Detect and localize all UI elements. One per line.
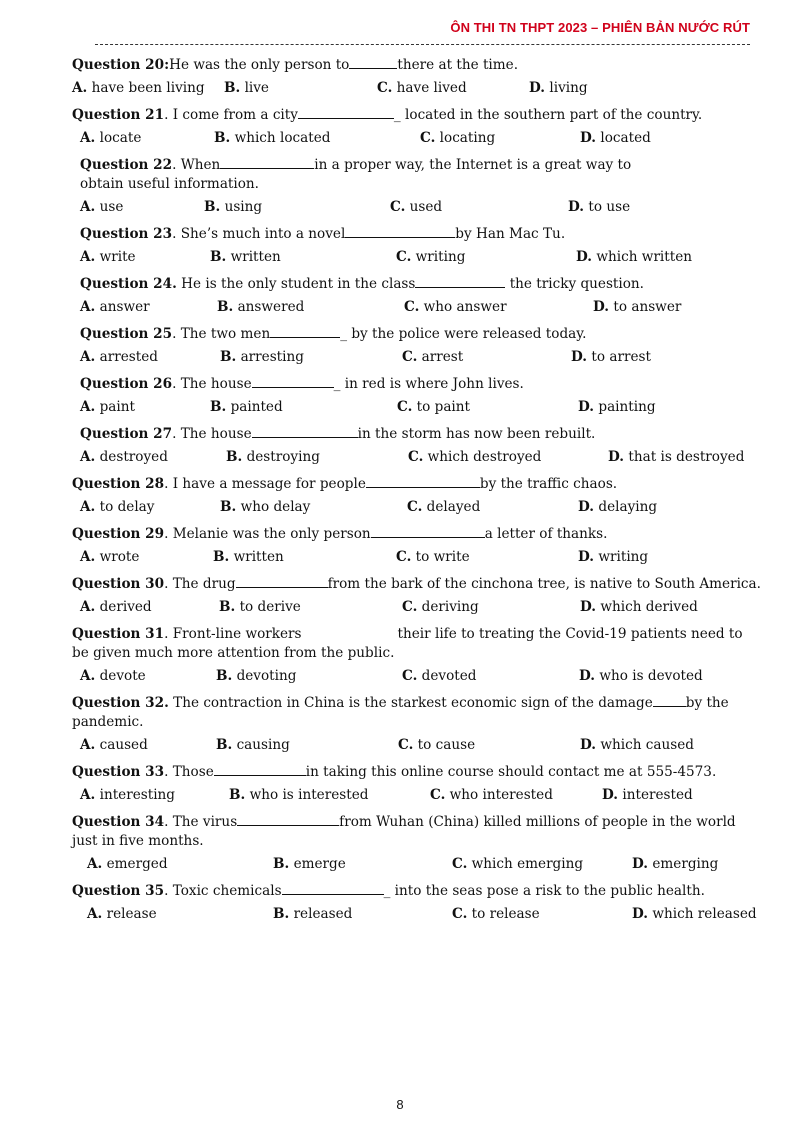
option-letter: D. (580, 130, 597, 146)
answer-option (273, 901, 352, 928)
question-text-before: . The house (172, 426, 252, 442)
option-letter: C. (408, 449, 424, 465)
question-text-after: by the pandemic. (72, 695, 729, 730)
answer-options (72, 75, 762, 102)
page-number: 8 (396, 1097, 404, 1112)
answer-option (529, 75, 588, 102)
option-letter: B. (220, 349, 237, 365)
question-number: Question 22 (80, 157, 173, 173)
question-text-before: . The house (172, 376, 252, 392)
option-text: that is destroyed (628, 449, 745, 465)
option-text: which caused (600, 737, 694, 753)
question-number: Question 31 (72, 626, 165, 642)
option-letter: C. (402, 349, 418, 365)
option-letter: A. (80, 199, 96, 215)
question-text-after: in the storm has now been rebuilt. (357, 426, 596, 442)
option-text: devoted (421, 668, 477, 684)
question-number: Question 33 (72, 764, 165, 780)
answer-option (579, 663, 703, 690)
option-letter: B. (216, 668, 233, 684)
question-text-before: . The virus (164, 814, 238, 830)
question-text-after: _ located in the southern part of the country. (393, 107, 703, 123)
answer-blank (415, 274, 505, 288)
option-text: answered (237, 299, 305, 315)
answer-blank (282, 881, 384, 895)
answer-options (72, 244, 762, 271)
question-stem (72, 571, 762, 594)
option-letter: D. (580, 737, 597, 753)
option-letter: B. (210, 249, 227, 265)
answer-option (398, 732, 475, 759)
answer-options (72, 494, 762, 521)
question-text-after: by the traffic chaos. (479, 476, 618, 492)
question-text-before: . Melanie was the only person (164, 526, 371, 542)
question-text-before: The contraction in China is the starkest economic sign of the damage (168, 695, 653, 711)
answer-option (396, 544, 470, 571)
answer-option (87, 851, 168, 878)
answer-blank (349, 55, 397, 69)
answer-option (224, 75, 269, 102)
question-stem (72, 621, 762, 663)
option-text: locate (99, 130, 142, 146)
option-letter: D. (578, 399, 595, 415)
question-stem (72, 371, 762, 394)
answer-option (568, 194, 630, 221)
option-text: destroyed (99, 449, 168, 465)
answer-option (390, 194, 442, 221)
option-text: answer (99, 299, 150, 315)
answer-option (430, 782, 553, 809)
option-letter: D. (578, 549, 595, 565)
question-stem (72, 690, 762, 732)
question-stem (72, 759, 762, 782)
answer-options (72, 294, 762, 321)
question-text-after: by Han Mac Tu. (455, 226, 566, 242)
option-letter: D. (568, 199, 585, 215)
option-letter: A. (80, 599, 96, 615)
answer-option (226, 444, 320, 471)
answer-blank (345, 224, 455, 238)
answer-option (210, 244, 281, 271)
answer-blank (298, 105, 394, 119)
option-letter: A. (80, 737, 96, 753)
answer-option (377, 75, 467, 102)
page-header-title: ÔN THI TN THPT 2023 – PHIÊN BẢN NƯỚC RÚT (450, 20, 750, 35)
question-number: Question 23 (80, 226, 173, 242)
option-letter: A. (80, 549, 96, 565)
option-letter: B. (273, 856, 290, 872)
answer-option (580, 732, 694, 759)
option-text: to use (588, 199, 631, 215)
question-text-after: from Wuhan (China) killed millions of people in the world just in five months. (72, 814, 736, 849)
answer-option (402, 344, 463, 371)
option-text: who is interested (249, 787, 369, 803)
question-number: Question 21 (72, 107, 165, 123)
option-letter: B. (210, 399, 227, 415)
question-text-before: . When (172, 157, 221, 173)
answer-option (80, 194, 123, 221)
question-number: Question 34 (72, 814, 165, 830)
option-text: which written (596, 249, 693, 265)
answer-option (219, 594, 301, 621)
option-text: devote (99, 668, 146, 684)
option-text: release (106, 906, 157, 922)
question-number: Question 35 (72, 883, 165, 899)
answer-option (580, 594, 698, 621)
question-number: Question 30 (72, 576, 165, 592)
answer-options (72, 901, 762, 928)
option-text: painted (230, 399, 283, 415)
answer-option (420, 125, 495, 152)
option-text: write (99, 249, 136, 265)
option-letter: D. (578, 499, 595, 515)
question-number: Question 24. (80, 276, 177, 292)
question-text-after: there at the time. (397, 57, 519, 73)
option-letter: D. (632, 906, 649, 922)
answer-options (72, 125, 762, 152)
option-text: to release (471, 906, 540, 922)
option-letter: A. (80, 499, 96, 515)
answer-option (80, 782, 175, 809)
answer-options (72, 663, 762, 690)
answer-option (80, 444, 168, 471)
answer-option (593, 294, 681, 321)
option-letter: B. (226, 449, 243, 465)
answer-option (396, 244, 465, 271)
answer-options (72, 732, 762, 759)
answer-option (578, 544, 648, 571)
option-text: emerged (106, 856, 168, 872)
answer-options (72, 782, 762, 809)
answer-option (402, 594, 479, 621)
question-stem (72, 271, 762, 294)
option-letter: A. (80, 299, 96, 315)
option-text: to arrest (591, 349, 651, 365)
answer-option (407, 494, 480, 521)
answer-option (404, 294, 507, 321)
option-letter: A. (72, 80, 88, 96)
option-text: living (549, 80, 588, 96)
question-number: Question 26 (80, 376, 173, 392)
option-letter: B. (273, 906, 290, 922)
option-letter: B. (229, 787, 246, 803)
answer-options (72, 344, 762, 371)
option-letter: B. (213, 549, 230, 565)
question-number: Question 32. (72, 695, 169, 711)
answer-option (273, 851, 346, 878)
answer-option (578, 394, 656, 421)
answer-blank (270, 324, 340, 338)
option-letter: A. (80, 399, 96, 415)
option-letter: C. (404, 299, 420, 315)
option-text: which destroyed (427, 449, 542, 465)
option-text: devoting (236, 668, 297, 684)
question-list (72, 52, 762, 928)
option-text: used (409, 199, 443, 215)
question-number: Question 28 (72, 476, 165, 492)
answer-option (87, 901, 157, 928)
option-letter: C. (377, 80, 393, 96)
option-letter: C. (402, 599, 418, 615)
answer-option (210, 394, 283, 421)
answer-option (578, 494, 657, 521)
option-letter: D. (576, 249, 593, 265)
option-letter: B. (220, 499, 237, 515)
option-text: writing (415, 249, 466, 265)
option-letter: B. (219, 599, 236, 615)
option-letter: D. (579, 668, 596, 684)
answer-option (80, 494, 154, 521)
answer-options (72, 851, 762, 878)
option-text: paint (99, 399, 135, 415)
answer-blank (214, 762, 306, 776)
option-letter: A. (80, 787, 96, 803)
option-text: have been living (91, 80, 205, 96)
option-text: painting (598, 399, 656, 415)
answer-options (72, 194, 762, 221)
answer-option (220, 494, 310, 521)
answer-option (204, 194, 262, 221)
question-text-before: . I come from a city (164, 107, 298, 123)
option-letter: B. (216, 737, 233, 753)
option-text: emerge (293, 856, 346, 872)
option-text: emerging (652, 856, 719, 872)
option-letter: C. (402, 668, 418, 684)
option-letter: A. (87, 856, 103, 872)
question-stem (72, 221, 762, 244)
option-letter: D. (632, 856, 649, 872)
option-text: wrote (99, 549, 140, 565)
option-text: to answer (613, 299, 682, 315)
question-text-before: He is the only student in the class (176, 276, 416, 292)
option-letter: C. (452, 856, 468, 872)
answer-option (217, 294, 304, 321)
question-text-after: from the bark of the cinchona tree, is native to South America. (327, 576, 761, 592)
option-text: to write (415, 549, 470, 565)
option-text: which located (234, 130, 331, 146)
question-text-after: the tricky question. (505, 276, 644, 292)
question-stem (72, 321, 762, 344)
answer-option (80, 294, 150, 321)
question-text-after: _ into the seas pose a risk to the public health. (383, 883, 705, 899)
question-text-before: . The drug (164, 576, 236, 592)
option-text: to cause (417, 737, 476, 753)
answer-options (72, 444, 762, 471)
option-letter: B. (217, 299, 234, 315)
option-letter: D. (571, 349, 588, 365)
question-number: Question 25 (80, 326, 173, 342)
option-text: to derive (239, 599, 301, 615)
answer-options (72, 544, 762, 571)
option-text: deriving (421, 599, 479, 615)
question-text-after: a letter of thanks. (484, 526, 608, 542)
answer-option (216, 663, 296, 690)
answer-option (80, 732, 148, 759)
answer-option (397, 394, 470, 421)
answer-option (80, 125, 141, 152)
question-stem (72, 102, 762, 125)
question-stem (72, 878, 762, 901)
option-text: arresting (240, 349, 304, 365)
option-letter: C. (396, 549, 412, 565)
option-text: which derived (600, 599, 698, 615)
question-text-after: in taking this online course should contact me at 555-4573. (305, 764, 717, 780)
option-letter: D. (580, 599, 597, 615)
answer-option (80, 394, 135, 421)
option-letter: A. (87, 906, 103, 922)
option-letter: D. (529, 80, 546, 96)
answer-option (452, 851, 583, 878)
answer-blank (302, 624, 398, 638)
option-letter: C. (398, 737, 414, 753)
option-text: which released (652, 906, 757, 922)
answer-blank (220, 155, 314, 169)
answer-option (402, 663, 476, 690)
option-text: writing (598, 549, 649, 565)
option-letter: B. (224, 80, 241, 96)
answer-blank (252, 374, 334, 388)
option-text: interesting (99, 787, 176, 803)
option-letter: A. (80, 449, 96, 465)
question-text-before: . She’s much into a novel (172, 226, 346, 242)
answer-option (213, 544, 284, 571)
answer-option (452, 901, 540, 928)
option-letter: B. (204, 199, 221, 215)
option-letter: D. (608, 449, 625, 465)
question-text-before: . The two men (172, 326, 271, 342)
option-text: have lived (396, 80, 467, 96)
answer-option (576, 244, 692, 271)
answer-option (80, 594, 152, 621)
question-stem (72, 521, 762, 544)
answer-option (229, 782, 368, 809)
option-letter: A. (80, 349, 96, 365)
option-letter: C. (430, 787, 446, 803)
option-letter: D. (593, 299, 610, 315)
option-text: written (230, 249, 281, 265)
question-stem (72, 809, 762, 851)
question-text-before: He was the only person to (169, 57, 350, 73)
option-text: to paint (416, 399, 470, 415)
answer-blank (236, 574, 328, 588)
answer-option (80, 344, 158, 371)
option-letter: C. (396, 249, 412, 265)
answer-option (571, 344, 651, 371)
option-text: use (99, 199, 124, 215)
question-text-before: . Front-line workers (164, 626, 302, 642)
option-letter: C. (390, 199, 406, 215)
answer-option (80, 663, 146, 690)
question-text-before: . I have a message for people (164, 476, 366, 492)
answer-option (632, 851, 718, 878)
answer-option (632, 901, 757, 928)
option-text: arrested (99, 349, 158, 365)
option-text: interested (622, 787, 693, 803)
question-stem (72, 471, 762, 494)
option-text: using (224, 199, 263, 215)
answer-blank (653, 693, 686, 707)
answer-blank (237, 812, 339, 826)
question-text-after: _ in red is where John lives. (333, 376, 524, 392)
option-letter: D. (602, 787, 619, 803)
question-text-before: . Toxic chemicals (164, 883, 282, 899)
answer-options (72, 394, 762, 421)
option-text: live (244, 80, 269, 96)
question-number: Question 20: (72, 57, 170, 73)
option-text: to delay (99, 499, 155, 515)
question-number: Question 29 (72, 526, 165, 542)
option-text: causing (236, 737, 290, 753)
header-divider (95, 44, 750, 45)
option-letter: C. (397, 399, 413, 415)
question-stem (72, 421, 762, 444)
answer-options (72, 594, 762, 621)
question-number: Question 27 (80, 426, 173, 442)
option-letter: A. (80, 130, 96, 146)
answer-option (408, 444, 541, 471)
option-letter: C. (420, 130, 436, 146)
answer-option (602, 782, 693, 809)
answer-blank (371, 524, 485, 538)
option-text: located (600, 130, 651, 146)
question-stem (72, 152, 640, 194)
option-text: written (233, 549, 284, 565)
answer-option (216, 732, 290, 759)
option-text: which emerging (471, 856, 584, 872)
option-letter: C. (452, 906, 468, 922)
answer-option (580, 125, 651, 152)
option-text: caused (99, 737, 148, 753)
option-text: delaying (598, 499, 658, 515)
answer-option (80, 544, 139, 571)
question-text-after: their life to treating the Covid-19 patients need to be given much more attention from the public. (72, 626, 743, 661)
answer-option (72, 75, 205, 102)
option-text: derived (99, 599, 152, 615)
answer-option (80, 244, 136, 271)
answer-option (214, 125, 330, 152)
option-text: arrest (421, 349, 464, 365)
option-text: who interested (449, 787, 553, 803)
option-text: who delay (240, 499, 311, 515)
option-text: who answer (423, 299, 507, 315)
answer-blank (366, 474, 480, 488)
option-text: delayed (426, 499, 481, 515)
option-text: destroying (246, 449, 320, 465)
option-text: locating (439, 130, 496, 146)
answer-option (608, 444, 744, 471)
option-text: released (293, 906, 353, 922)
question-text-before: . Those (164, 764, 214, 780)
question-text-after: _ by the police were released today. (340, 326, 587, 342)
answer-option (220, 344, 304, 371)
answer-blank (252, 424, 358, 438)
option-letter: A. (80, 249, 96, 265)
option-letter: B. (214, 130, 231, 146)
option-letter: C. (407, 499, 423, 515)
question-stem (72, 52, 762, 75)
question-text-after: in a proper way, the Internet is a great way to obtain useful information. (80, 157, 632, 192)
option-letter: A. (80, 668, 96, 684)
option-text: who is devoted (599, 668, 703, 684)
